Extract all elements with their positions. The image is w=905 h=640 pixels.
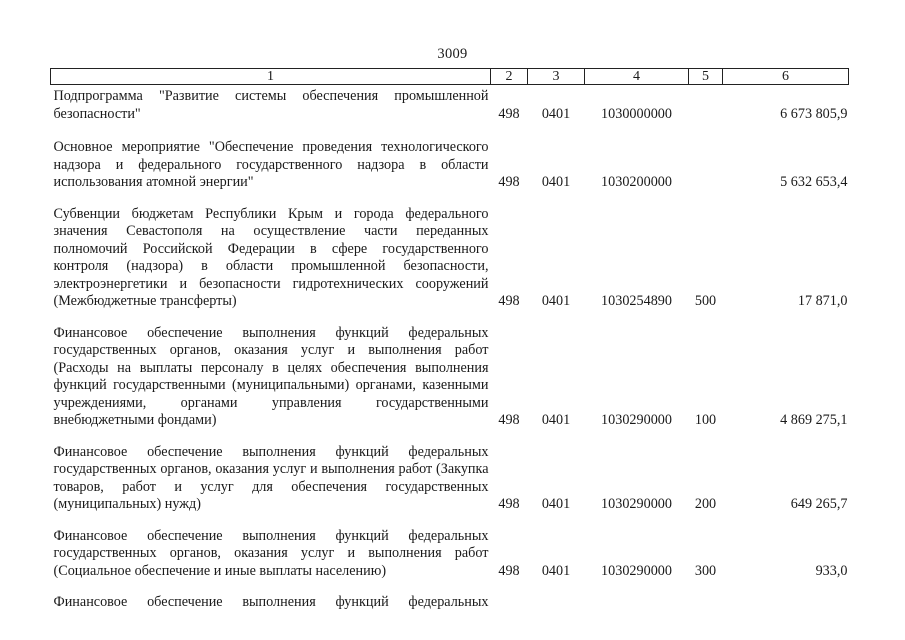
row-target-article: 1030000000 (601, 105, 672, 122)
table-row (51, 129, 849, 198)
row-target-article: 1030254890 (601, 293, 672, 309)
row-section: 0401 (541, 174, 571, 190)
row-gr (491, 586, 528, 618)
row-target-article: 1030290000 (601, 412, 672, 428)
table-row (51, 586, 849, 618)
row-gr: 498 (498, 174, 520, 190)
table-row (51, 85, 849, 130)
row-expense-type (689, 129, 723, 198)
row-gr: 498 (498, 105, 520, 122)
row-target-article: 1030290000 (601, 496, 672, 512)
row-section: 0401 (541, 562, 571, 579)
row-gr: 498 (498, 562, 520, 579)
row-target-article (585, 586, 689, 618)
row-section: 0401 (541, 293, 571, 309)
column-header-section: 3 (528, 69, 585, 85)
row-section: 0401 (541, 412, 571, 428)
row-name: Финансовое обеспечение выполнения функций федеральных государственных органов, оказания услуг и выполнения работ (Социальное обеспечение и иные выплаты населению) (53, 527, 489, 579)
row-expense-type (689, 85, 723, 130)
row-name: Финансовое обеспечение выполнения функций федеральных (53, 594, 489, 610)
budget-table (50, 68, 849, 618)
row-name: Подпрограмма "Развитие системы обеспечения промышленной безопасности" (53, 88, 489, 122)
table-row (51, 317, 849, 436)
row-name: Финансовое обеспечение выполнения функций федеральных государственных органов, оказания услуг и выполнения работ (Закупка товаров, работ и услуг для обеспечения государственных (муниципальных) нужд) (53, 443, 489, 512)
row-expense-type: 300 (694, 562, 717, 579)
row-amount: 6 673 805,9 (780, 105, 848, 122)
row-expense-type: 200 (694, 496, 717, 512)
row-amount: 17 871,0 (797, 293, 848, 309)
column-header-row (51, 69, 849, 85)
row-expense-type: 100 (694, 412, 717, 428)
row-gr: 498 (498, 412, 520, 428)
row-name: Основное мероприятие "Обеспечение проведения технологического надзора и федерального государственного надзора в области использования атомной энергии" (53, 139, 489, 190)
page-number: 3009 (437, 46, 468, 62)
row-amount: 933,0 (815, 562, 848, 579)
row-name: Субвенции бюджетам Республики Крым и города федерального значения Севастополя на осуществление части переданных полномочий Российской Федерации в сфере государственного контроля (надзора) в области промышленной безопасности, электроэнергетики и безопасности гидротехнических сооружений (Межбюджетные трансферты) (53, 205, 489, 309)
table-row (51, 436, 849, 520)
row-amount: 649 265,7 (790, 496, 848, 512)
column-header-name: 1 (51, 69, 491, 85)
table-row (51, 198, 849, 317)
row-gr: 498 (498, 496, 520, 512)
row-expense-type: 500 (694, 293, 717, 309)
column-header-expense-type: 5 (689, 69, 723, 85)
row-amount: 5 632 653,4 (780, 174, 848, 190)
column-header-gr: 2 (491, 69, 528, 85)
row-name: Финансовое обеспечение выполнения функций федеральных государственных органов, оказания услуг и выполнения работ (Расходы на выплаты персоналу в целях обеспечения выполнения функций государственными (муниципальными) органами, казенными учреждениями, органами управления государственными внебюджетными фондами) (53, 324, 489, 428)
table-row (51, 520, 849, 587)
row-target-article: 1030290000 (601, 562, 672, 579)
row-section (528, 586, 585, 618)
row-target-article: 1030200000 (601, 174, 672, 190)
row-section: 0401 (541, 105, 571, 122)
row-gr: 498 (498, 293, 520, 309)
row-amount (723, 586, 849, 618)
column-header-amount: 6 (723, 69, 849, 85)
row-amount: 4 869 275,1 (780, 412, 848, 428)
row-expense-type (689, 586, 723, 618)
row-section: 0401 (541, 496, 571, 512)
column-header-target-article: 4 (585, 69, 689, 85)
